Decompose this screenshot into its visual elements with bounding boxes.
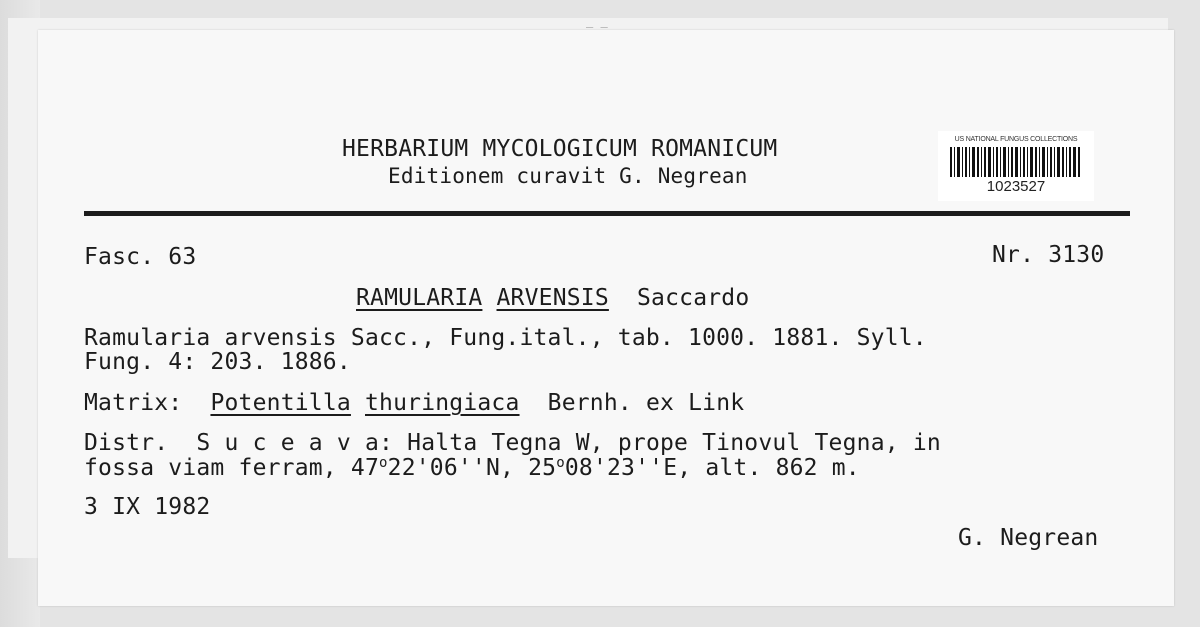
matrix-label: Matrix: — [84, 390, 183, 416]
collection-date: 3 IX 1982 — [84, 494, 211, 520]
matrix-line — [84, 390, 744, 416]
citation-line-2: Fung. 4: 203. 1886. — [84, 349, 351, 375]
host-genus: Potentilla — [210, 390, 351, 416]
species-genus: RAMULARIA — [356, 285, 483, 311]
editor-line: Editionem curavit G. Negrean — [388, 164, 748, 188]
barcode-icon — [950, 147, 1082, 177]
distribution-coords-c: 08'23''E, alt. 862 m. — [564, 455, 860, 481]
degree-mark-lon: o — [556, 455, 565, 471]
species-epithet: ARVENSIS — [496, 285, 609, 311]
collector-name: G. Negrean — [958, 525, 1099, 551]
header-rule — [84, 211, 1130, 216]
exsiccata-number: Nr. 3130 — [992, 242, 1105, 268]
distribution-coords-b: 22'06''N, 25 — [387, 455, 557, 481]
species-author: Saccardo — [637, 285, 750, 311]
barcode-collection-label: US NATIONAL FUNGUS COLLECTIONS — [954, 136, 1078, 143]
species-name — [356, 285, 749, 311]
distribution-line-2 — [84, 455, 860, 481]
distribution-label: Distr. — [84, 430, 169, 456]
citation-line-1: Ramularia arvensis Sacc., Fung.ital., tab. 1000. 1881. Syll. — [84, 325, 927, 351]
top-edge-mark — [586, 26, 614, 32]
distribution-locality: Halta Tegna W, prope Tinovul Tegna, in — [407, 430, 941, 456]
distribution-region: S u c e a v a: — [196, 430, 394, 456]
distribution-line-1 — [84, 430, 941, 456]
barcode-sticker — [938, 131, 1094, 201]
host-author: Bernh. ex Link — [547, 390, 745, 416]
barcode-number: 1023527 — [986, 178, 1046, 195]
degree-mark-lat: o — [379, 455, 388, 471]
host-epithet: thuringiaca — [365, 390, 520, 416]
fascicle: Fasc. 63 — [84, 244, 197, 270]
herbarium-title: HERBARIUM MYCOLOGICUM ROMANICUM — [342, 136, 778, 162]
distribution-coords-a: fossa viam ferram, 47 — [84, 455, 379, 481]
